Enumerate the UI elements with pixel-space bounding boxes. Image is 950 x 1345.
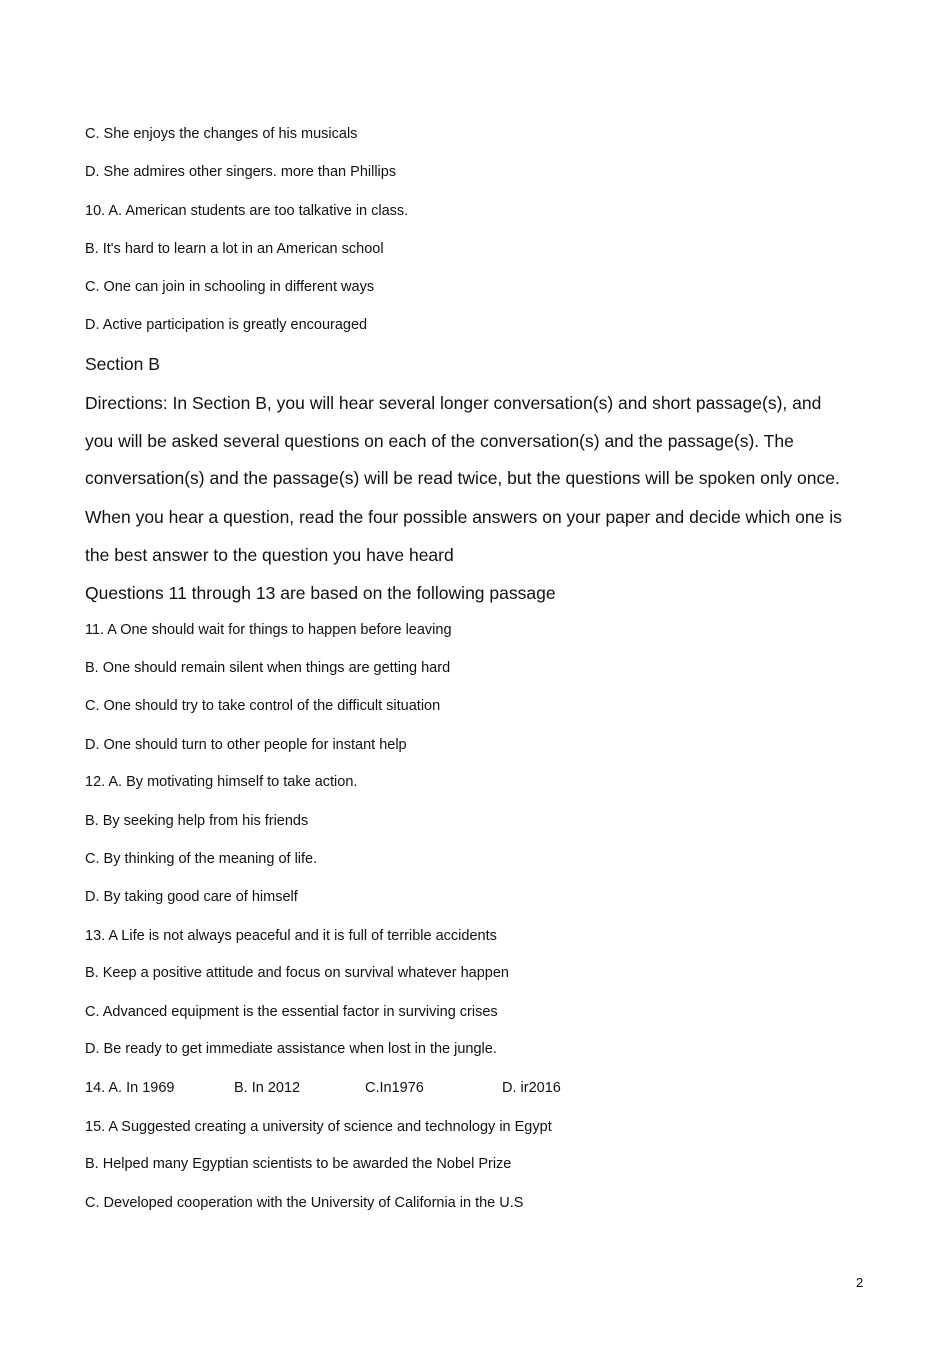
questions-intro: Questions 11 through 13 are based on the following passage <box>85 583 556 603</box>
directions-line-1: Directions: In Section B, you will hear several longer conversation(s) and short passage(s), and <box>85 393 822 413</box>
answer-option-12c: C. By thinking of the meaning of life. <box>85 851 318 867</box>
answer-option-12d: D. By taking good care of himself <box>85 889 298 905</box>
answer-option-13b: B. Keep a positive attitude and focus on survival whatever happen <box>85 965 509 981</box>
directions-line-4: When you hear a question, read the four possible answers on your paper and decide which one is <box>85 507 842 527</box>
answer-option-11b: B. One should remain silent when things are getting hard <box>85 660 451 676</box>
answer-option-14b: B. In 2012 <box>234 1080 301 1096</box>
answer-option-11c: C. One should try to take control of the difficult situation <box>85 698 441 714</box>
question-14-option-a: 14. A. In 1969 <box>85 1080 175 1096</box>
answer-option-13d: D. Be ready to get immediate assistance when lost in the jungle. <box>85 1041 497 1057</box>
directions-line-3: conversation(s) and the passage(s) will be read twice, but the questions will be spoken only once. <box>85 468 840 488</box>
question-12-option-a: 12. A. By motivating himself to take action. <box>85 774 358 790</box>
question-10-option-a: 10. A. American students are too talkative in class. <box>85 203 409 219</box>
page-number: 2 <box>856 1275 864 1290</box>
answer-option-14c: C.In1976 <box>365 1080 424 1096</box>
answer-option-15b: B. Helped many Egyptian scientists to be awarded the Nobel Prize <box>85 1156 512 1172</box>
question-15-option-a: 15. A Suggested creating a university of science and technology in Egypt <box>85 1119 552 1135</box>
answer-option-10b: B. It's hard to learn a lot in an American school <box>85 241 384 257</box>
answer-option-14d: D. ir2016 <box>502 1080 561 1096</box>
answer-option-10d: D. Active participation is greatly encouraged <box>85 317 368 333</box>
answer-option-10c: C. One can join in schooling in different ways <box>85 279 375 295</box>
answer-option-12b: B. By seeking help from his friends <box>85 813 309 829</box>
question-11-option-a: 11. A One should wait for things to happen before leaving <box>85 622 452 638</box>
directions-line-5: the best answer to the question you have heard <box>85 545 454 565</box>
answer-option-11d: D. One should turn to other people for instant help <box>85 737 407 753</box>
directions-line-2: you will be asked several questions on each of the conversation(s) and the passage(s). The <box>85 431 794 451</box>
question-13-option-a: 13. A Life is not always peaceful and it is full of terrible accidents <box>85 928 497 944</box>
answer-option-15c: C. Developed cooperation with the University of California in the U.S <box>85 1195 524 1211</box>
section-heading: Section B <box>85 354 160 374</box>
answer-option-9d: D. She admires other singers. more than Phillips <box>85 164 397 180</box>
answer-option-13c: C. Advanced equipment is the essential factor in surviving crises <box>85 1004 498 1020</box>
answer-option-9c: C. She enjoys the changes of his musicals <box>85 126 358 142</box>
